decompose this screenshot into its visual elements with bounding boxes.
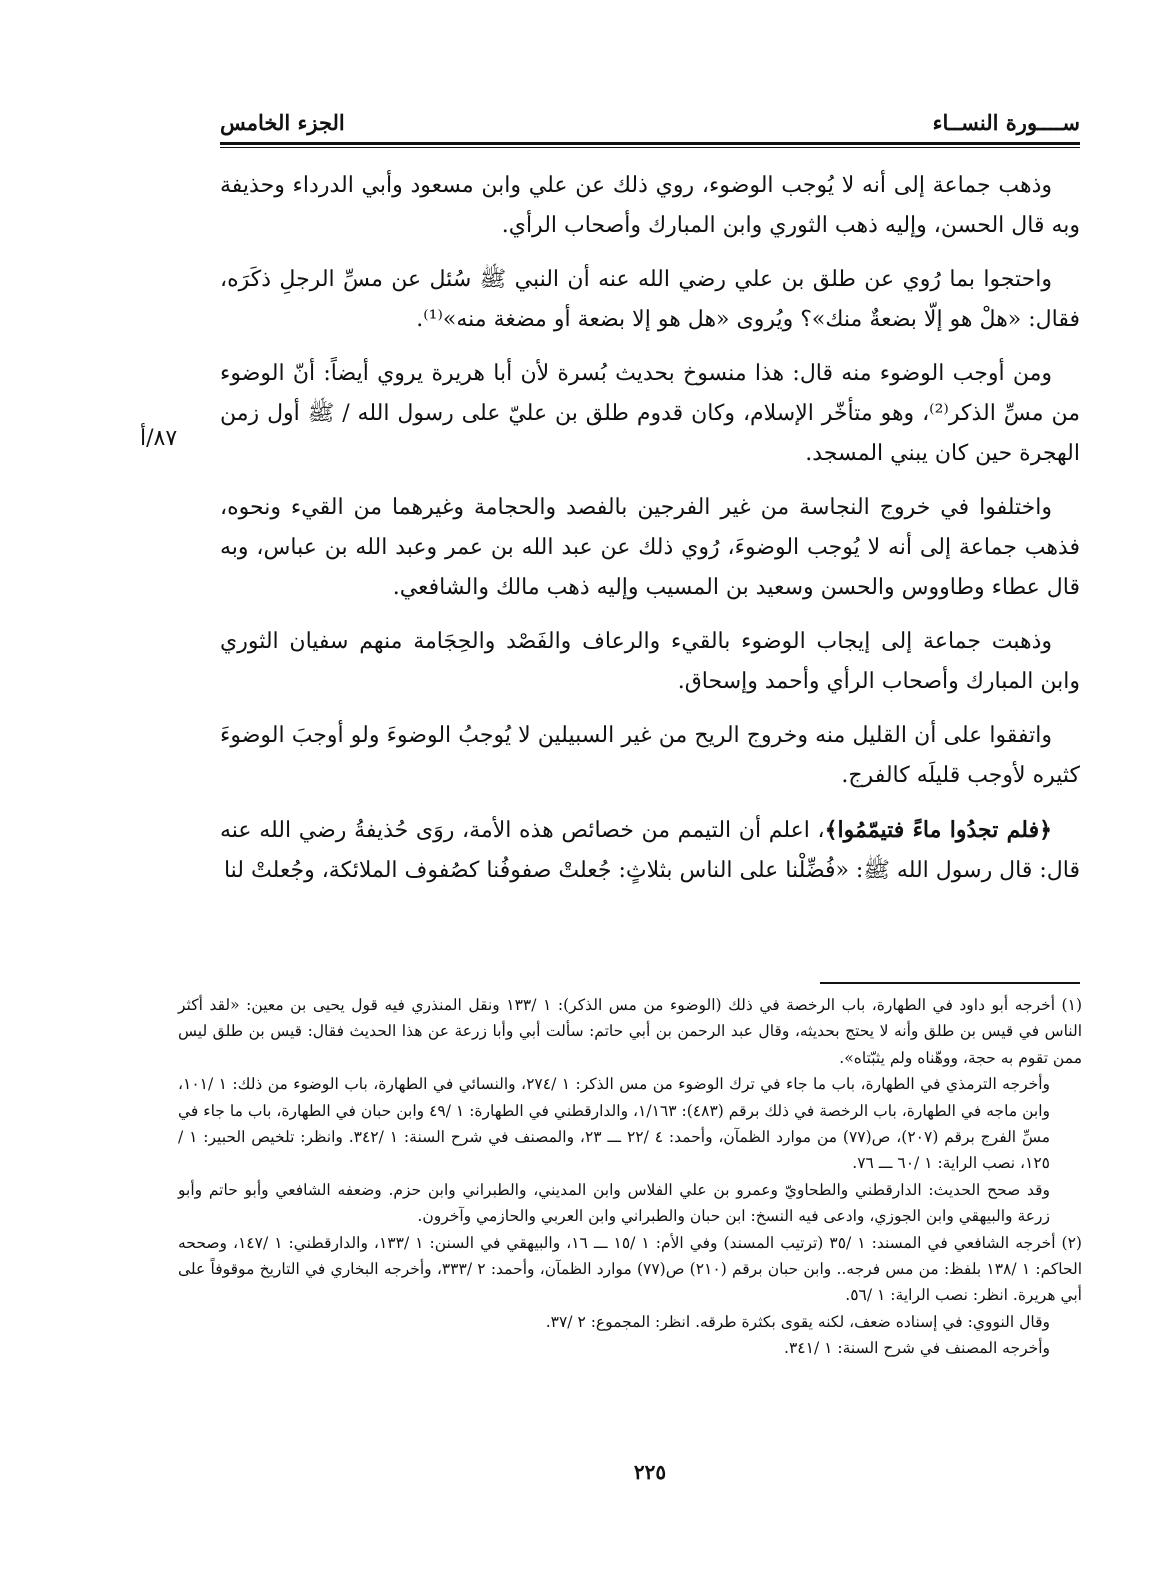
footnotes xyxy=(178,992,1082,1362)
paragraph: واتفقوا على أن القليل منه وخروج الريح من غير السبيلين لا يُوجبُ الوضوءَ ولو أوجبَ الوضوءَ كثيره لأوجب قليلَه كالفرج. xyxy=(220,723,1080,788)
footnote-separator xyxy=(820,982,1080,984)
page-number: ٢٢٥ xyxy=(633,1460,667,1484)
paragraph: وذهب جماعة إلى أنه لا يُوجب الوضوء، روي ذلك عن علي وابن مسعود وأبي الدرداء وحذيفة وبه قال الحسن، وإليه ذهب الثوري وابن المبارك وأصحاب الرأي. xyxy=(220,173,1080,238)
main-text xyxy=(220,166,1080,891)
paragraph: واختلفوا في خروج النجاسة من غير الفرجين بالفصد والحجامة وغيرهما من القيء ونحوه، فذهب جماعة إلى أنه لا يُوجب الوضوءَ، رُوي ذلك عن عبد الله بن عمر وعبد الله بن عباس، وبه قال عطاء وطاووس والحسن وسعيد بن المسيب وإليه ذهب مالك والشافعي. xyxy=(220,495,1080,600)
footnote-1-continued: وقد صحح الحديث: الدارقطني والطحاويّ وعمرو بن علي الفلاس وابن المديني، والطبراني وابن حزم. وضعفه الشافعي وأبو حاتم وأبو زرعة والبيهقي وابن الجوزي، وادعى فيه النسخ: ابن حبان والطبراني وابن العربي والحازمي وآخرون. xyxy=(178,1180,1050,1226)
footnote-2-continued: وقال النووي: في إسناده ضعف، لكنه يقوى بكثرة طرقه. انظر: المجموع: ٢ /٣٧. xyxy=(545,1312,1050,1331)
quran-verse: ﴿فلم تجدُوا ماءً فتيمّمُوا﴾ xyxy=(824,817,1052,843)
header-part-title: الجزء الخامس xyxy=(220,109,345,135)
paragraph-quran-verse xyxy=(220,810,1080,891)
paragraph: وذهبت جماعة إلى إيجاب الوضوء بالقيء والرعاف والفَصْد والحِجَامة منهم سفيان الثوري وابن المبارك وأصحاب الرأي وأحمد وإسحاق. xyxy=(220,629,1080,694)
footnote-1: (١) أخرجه أبو داود في الطهارة، باب الرخصة في ذلك (الوضوء من مس الذكر): ١ /١٣٣ ونقل المنذري فيه قول يحيى بن معين: «لقد أكثر الناس في قيس بن طلق وأنه لا يحتج بحديثه، وقال عبد الرحمن بن أبي حاتم: سألت أبي وأبا زرعة عن هذا الحديث فقال: قيس بن طلق ليس ممن تقوم به حجة، ووهّناه ولم يثبّتاه». xyxy=(178,996,1082,1067)
header-rule xyxy=(220,142,1080,145)
header-surah-title: ســــورة النســاء xyxy=(932,109,1080,135)
footnote-2-continued: وأخرجه المصنف في شرح السنة: ١ /٣٤١. xyxy=(784,1339,1050,1358)
paragraph: ومن أوجب الوضوء منه قال: هذا منسوخ بحديث بُسرة لأن أبا هريرة يروي أيضاً: أنّ الوضوء من مسِّ الذكر⁽²⁾، وهو متأخّر الإسلام، وكان قدوم طلق بن عليّ على رسول الله / ﷺ أول زمن الهجرة حين كان يبني المسجد. xyxy=(220,361,1080,466)
footnote-1-continued: وأخرجه الترمذي في الطهارة، باب ما جاء في ترك الوضوء من مس الذكر: ١ /٢٧٤، والنسائي في الطهارة، باب الوضوء من ذلك: ١ /١٠١، وابن ماجه في الطهارة، باب الرخصة في ذلك برقم (٤٨٣): ١/١٦٣، والدارقطني في الطهارة: ١ /٤٩ وابن حبان في الطهارة، باب ما جاء في مسِّ الفرج برقم (٢٠٧)، ص(٧٧) من موارد الظمآن، وأحمد: ٤ /٢٢ ـــ ٢٣، والمصنف في شرح السنة: ١ /٣٤٢. وانظر: تلخيص الحبير: ١ /١٢٥، نصب الراية: ١ /٦٠ ـــ ٧٦. xyxy=(178,1075,1051,1173)
footnote-2: (٢) أخرجه الشافعي في المسند: ١ /٣٥ (ترتيب المسند) وفي الأم: ١ /١٥ ـــ ١٦، والبيهقي في السنن: ١ /١٣٣، والدارقطني: ١ /١٤٧، وصححه الحاكم: ١ /١٣٨ بلفظ: من مس فرجه.. وابن حبان برقم (٢١٠) ص(٧٧) موارد الظمآن، وأحمد: ٢ /٣٣٣، وأخرجه البخاري في التاريخ موقوفاً على أبي هريرة. انظر: نصب الراية: ١ /٥٦. xyxy=(178,1233,1083,1305)
margin-folio-note: ٨٧/أ xyxy=(140,426,178,451)
header-rule-thin xyxy=(220,147,1080,148)
paragraph: واحتجوا بما رُوي عن طلق بن علي رضي الله عنه أن النبي ﷺ سُئل عن مسِّ الرجلِ ذكَرَه، فقال: «هلْ هو إلّا بضعةٌ منك»؟ ويُروى «هل هو إلا بضعة أو مضغة منه»⁽¹⁾. xyxy=(220,267,1080,332)
paragraph-text: ، اعلم أن التيمم من خصائص هذه الأمة، روَى حُذيفةُ رضي الله عنه قال: قال رسول الله ﷺ: «فُضِّلْنا على الناس بثلاثٍ: جُعلتْ صفوفُنا كصُفوف الملائكة، وجُعلتْ لنا xyxy=(220,818,1080,883)
running-header xyxy=(220,102,1080,142)
